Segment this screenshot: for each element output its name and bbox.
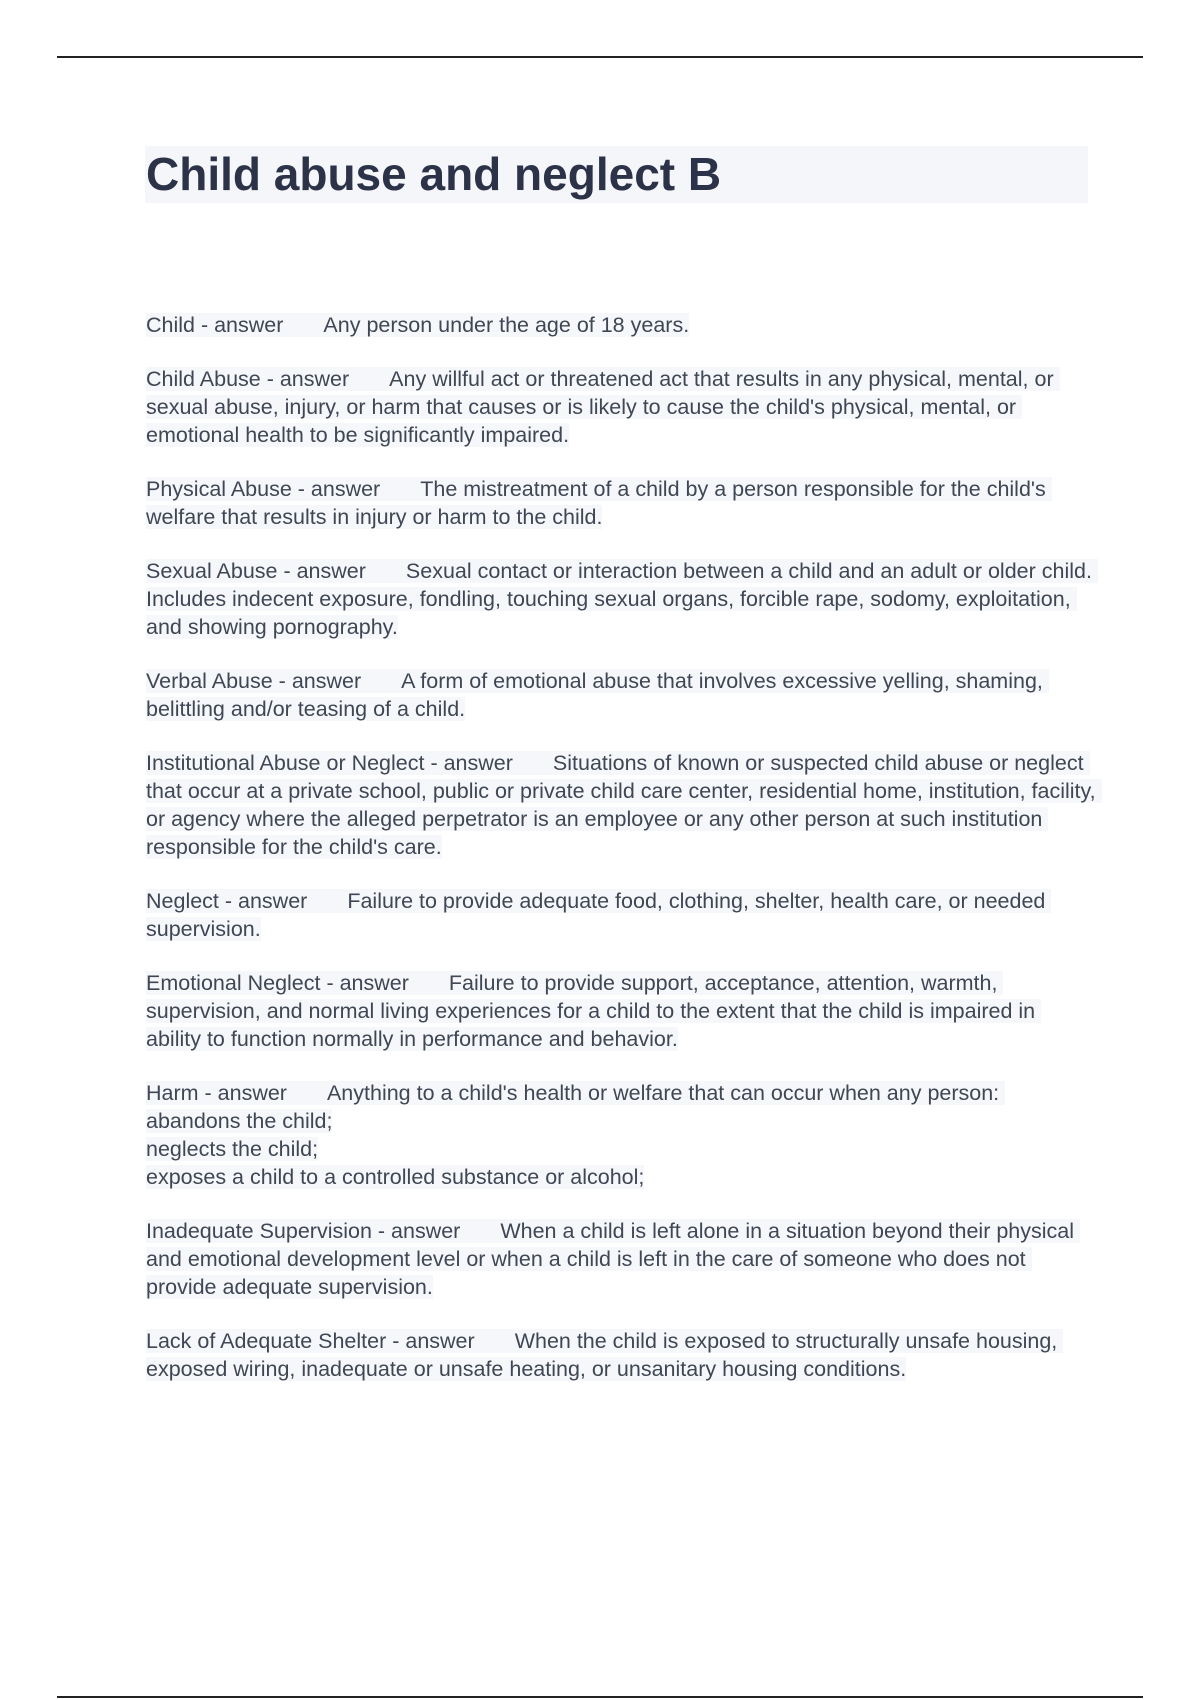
entry-definition: When a child is left alone in a situation beyond their physical and emotional development level or when a child is left in the care of someone who does not provide adequate supervision.	[146, 1219, 1080, 1299]
entry-definition: Failure to provide support, acceptance, attention, warmth, supervision, and normal living experiences for a child to the extent that the child is impaired in ability to function normally in performance and behavior.	[146, 971, 1042, 1051]
top-rule	[57, 56, 1143, 58]
list-item	[146, 1217, 1096, 1301]
entry-term: Child - answer	[146, 313, 284, 337]
entry-term: Harm - answer	[146, 1081, 287, 1105]
entry-definition: Any person under the age of 18 years.	[323, 313, 690, 337]
list-item	[146, 969, 1096, 1053]
list-item	[146, 1079, 1096, 1191]
entry-definition: Sexual contact or interaction between a child and an adult or older child. Includes indecent exposure, fondling, touching sexual organs, forcible rape, sodomy, exploitation, and showing pornography.	[146, 559, 1098, 639]
entry-term: Emotional Neglect - answer	[146, 971, 409, 995]
entry-term: Physical Abuse - answer	[146, 477, 381, 501]
entry-term: Neglect - answer	[146, 889, 308, 913]
bottom-rule	[57, 1696, 1143, 1698]
entry-term: Inadequate Supervision - answer	[146, 1219, 461, 1243]
entry-term: Verbal Abuse - answer	[146, 669, 362, 693]
entry-definition: When the child is exposed to structurally unsafe housing, exposed wiring, inadequate or unsafe heating, or unsanitary housing conditions.	[146, 1329, 1064, 1381]
entry-term: Sexual Abuse - answer	[146, 559, 366, 583]
entry-definition: The mistreatment of a child by a person responsible for the child's welfare that results in injury or harm to the child.	[146, 477, 1052, 529]
entry-definition: A form of emotional abuse that involves excessive yelling, shaming, belittling and/or teasing of a child.	[146, 669, 1049, 721]
page-title: Child abuse and neglect B	[146, 148, 722, 200]
entry-definition: Anything to a child's health or welfare that can occur when any person: abandons the child; neglects the child; exposes a child to a controlled substance or alcohol;	[146, 1081, 1000, 1189]
entry-term: Lack of Adequate Shelter - answer	[146, 1329, 475, 1353]
list-item	[146, 557, 1096, 641]
entry-term: Child Abuse - answer	[146, 367, 350, 391]
entry-definition: Situations of known or suspected child abuse or neglect that occur at a private school, public or private child care center, residential home, institution, facility, or agency where the alleged perpetrator is an employee or any other person at such institution responsible for the child's care.	[146, 751, 1102, 859]
list-item	[146, 749, 1102, 861]
entry-definition: Failure to provide adequate food, clothing, shelter, health care, or needed supervision.	[146, 889, 1052, 941]
list-item	[146, 365, 1096, 449]
list-item	[146, 667, 1096, 723]
entry-term: Institutional Abuse or Neglect - answer	[146, 751, 513, 775]
list-item	[146, 311, 1096, 339]
list-item	[146, 1327, 1096, 1383]
entry-definition: Any willful act or threatened act that results in any physical, mental, or sexual abuse, injury, or harm that causes or is likely to cause the child's physical, mental, or emotional health to be significantly impaired.	[146, 367, 1060, 447]
list-item	[146, 475, 1096, 531]
list-item	[146, 887, 1096, 943]
entry-list	[146, 311, 1102, 1409]
